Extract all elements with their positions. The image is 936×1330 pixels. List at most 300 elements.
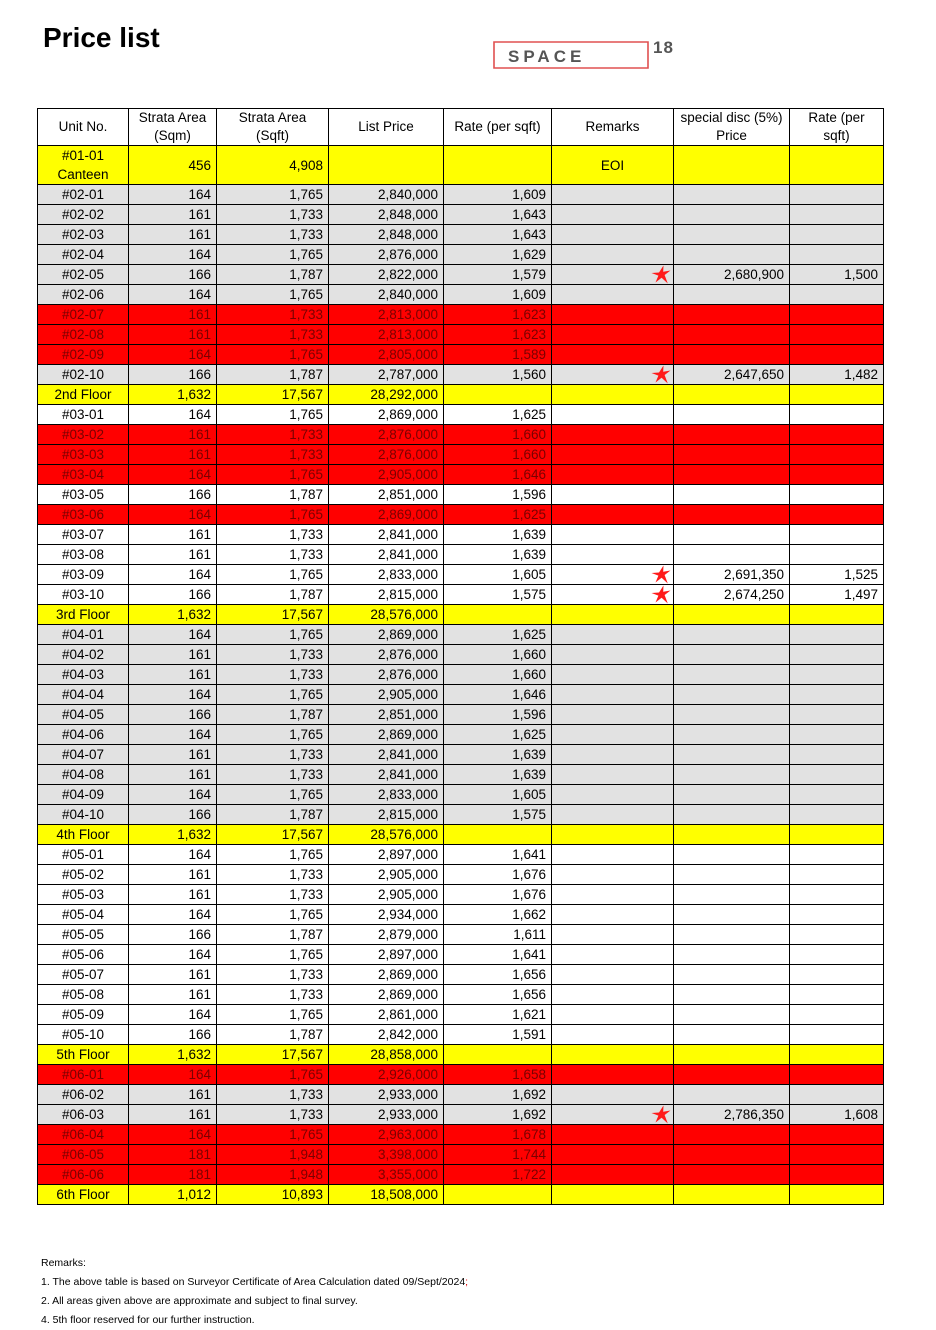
cell-list-price: 28,292,000 (329, 385, 444, 405)
cell-remarks (552, 565, 674, 585)
cell-remarks (552, 685, 674, 705)
cell-special-disc-price (674, 1065, 790, 1085)
cell-unit-no: #05-08 (38, 985, 129, 1005)
cell-unit-no: 5th Floor (38, 1045, 129, 1065)
cell-strata-sqft: 1,765 (217, 285, 329, 305)
cell-disc-rate (790, 625, 884, 645)
cell-strata-sqft: 1,787 (217, 1025, 329, 1045)
cell-strata-sqft: 1,733 (217, 745, 329, 765)
red-star-icon (651, 1105, 671, 1124)
cell-special-disc-price (674, 305, 790, 325)
table-row (38, 685, 884, 705)
table-row (38, 725, 884, 745)
table-row (38, 1045, 884, 1065)
cell-unit-no: #02-07 (38, 305, 129, 325)
cell-strata-sqm: 164 (129, 185, 217, 205)
cell-strata-sqm: 161 (129, 225, 217, 245)
cell-rate: 1,589 (444, 345, 552, 365)
cell-rate: 1,625 (444, 625, 552, 645)
cell-remarks (552, 525, 674, 545)
cell-rate: 1,646 (444, 465, 552, 485)
cell-list-price: 2,833,000 (329, 785, 444, 805)
cell-remarks (552, 345, 674, 365)
cell-strata-sqm: 161 (129, 885, 217, 905)
cell-list-price: 2,833,000 (329, 565, 444, 585)
cell-strata-sqm: 161 (129, 965, 217, 985)
cell-unit-no: #05-07 (38, 965, 129, 985)
cell-remarks (552, 1005, 674, 1025)
cell-strata-sqm: 1,632 (129, 825, 217, 845)
cell-rate: 1,625 (444, 505, 552, 525)
cell-disc-rate (790, 945, 884, 965)
table-row (38, 745, 884, 765)
cell-special-disc-price (674, 965, 790, 985)
cell-disc-rate (790, 1065, 884, 1085)
cell-strata-sqft: 1,733 (217, 665, 329, 685)
cell-strata-sqft: 1,765 (217, 185, 329, 205)
cell-strata-sqft: 1,765 (217, 565, 329, 585)
cell-strata-sqft: 17,567 (217, 825, 329, 845)
cell-remarks (552, 1065, 674, 1085)
cell-disc-rate (790, 525, 884, 545)
cell-disc-rate (790, 745, 884, 765)
cell-rate: 1,744 (444, 1145, 552, 1165)
cell-remarks (552, 785, 674, 805)
table-row (38, 205, 884, 225)
cell-disc-rate (790, 345, 884, 365)
cell-special-disc-price (674, 425, 790, 445)
cell-list-price: 3,398,000 (329, 1145, 444, 1165)
table-row (38, 345, 884, 365)
cell-strata-sqm: 166 (129, 365, 217, 385)
cell-unit-no: #03-08 (38, 545, 129, 565)
cell-list-price: 2,905,000 (329, 885, 444, 905)
cell-strata-sqm: 161 (129, 745, 217, 765)
cell-rate: 1,692 (444, 1105, 552, 1125)
cell-unit-no: #05-09 (38, 1005, 129, 1025)
cell-rate: 1,639 (444, 765, 552, 785)
cell-strata-sqm: 164 (129, 945, 217, 965)
cell-unit-no: #02-02 (38, 205, 129, 225)
cell-strata-sqft: 1,733 (217, 985, 329, 1005)
cell-special-disc-price (674, 925, 790, 945)
table-row (38, 285, 884, 305)
cell-disc-rate (790, 1185, 884, 1205)
cell-unit-no: #03-09 (38, 565, 129, 585)
cell-rate: 1,591 (444, 1025, 552, 1045)
cell-strata-sqft: 1,733 (217, 765, 329, 785)
cell-strata-sqft: 1,733 (217, 425, 329, 445)
cell-list-price: 18,508,000 (329, 1185, 444, 1205)
cell-disc-rate (790, 545, 884, 565)
cell-strata-sqm: 166 (129, 265, 217, 285)
cell-strata-sqft: 1,733 (217, 445, 329, 465)
cell-unit-no: #04-06 (38, 725, 129, 745)
cell-strata-sqm: 164 (129, 245, 217, 265)
cell-rate (444, 825, 552, 845)
cell-list-price: 28,858,000 (329, 1045, 444, 1065)
remarks-line-3: 4. 5th floor reserved for our further instruction. (41, 1314, 255, 1326)
cell-special-disc-price (674, 625, 790, 645)
cell-rate: 1,575 (444, 585, 552, 605)
cell-rate: 1,660 (444, 645, 552, 665)
cell-remarks (552, 425, 674, 445)
cell-list-price: 2,876,000 (329, 445, 444, 465)
cell-remarks (552, 905, 674, 925)
cell-unit-no: #06-04 (38, 1125, 129, 1145)
cell-list-price: 2,869,000 (329, 725, 444, 745)
cell-rate: 1,609 (444, 185, 552, 205)
cell-list-price: 3,355,000 (329, 1165, 444, 1185)
cell-unit-no: #02-03 (38, 225, 129, 245)
cell-remarks (552, 845, 674, 865)
cell-remarks (552, 465, 674, 485)
cell-strata-sqm: 1,632 (129, 605, 217, 625)
cell-special-disc-price (674, 1185, 790, 1205)
cell-special-disc-price (674, 405, 790, 425)
cell-disc-rate (790, 725, 884, 745)
cell-unit-no: #02-09 (38, 345, 129, 365)
cell-disc-rate (790, 225, 884, 245)
cell-strata-sqm: 161 (129, 205, 217, 225)
cell-strata-sqm: 181 (129, 1145, 217, 1165)
cell-unit-no: #05-05 (38, 925, 129, 945)
cell-list-price: 2,848,000 (329, 225, 444, 245)
cell-disc-rate (790, 605, 884, 625)
cell-special-disc-price (674, 885, 790, 905)
cell-unit-no: #03-03 (38, 445, 129, 465)
cell-unit-no: #02-08 (38, 325, 129, 345)
cell-list-price: 2,905,000 (329, 685, 444, 705)
cell-rate: 1,611 (444, 925, 552, 945)
cell-strata-sqft: 1,733 (217, 325, 329, 345)
cell-strata-sqm: 164 (129, 405, 217, 425)
cell-disc-rate (790, 685, 884, 705)
cell-disc-rate (790, 925, 884, 945)
table-row (38, 565, 884, 585)
table-row (38, 245, 884, 265)
header-strata-area-sqft: Strata Area (Sqft) (217, 109, 329, 146)
cell-disc-rate (790, 1025, 884, 1045)
cell-remarks (552, 1045, 674, 1065)
cell-strata-sqm: 166 (129, 1025, 217, 1045)
cell-strata-sqft: 1,765 (217, 245, 329, 265)
cell-list-price: 2,876,000 (329, 665, 444, 685)
table-row (38, 445, 884, 465)
cell-remarks (552, 445, 674, 465)
cell-special-disc-price: 2,674,250 (674, 585, 790, 605)
cell-strata-sqm: 1,632 (129, 1045, 217, 1065)
cell-disc-rate (790, 285, 884, 305)
cell-strata-sqm: 164 (129, 505, 217, 525)
cell-special-disc-price (674, 705, 790, 725)
cell-unit-no: #02-01 (38, 185, 129, 205)
cell-disc-rate (790, 185, 884, 205)
cell-strata-sqft: 1,733 (217, 205, 329, 225)
cell-strata-sqm: 166 (129, 805, 217, 825)
cell-special-disc-price (674, 545, 790, 565)
cell-remarks (552, 1125, 674, 1145)
cell-strata-sqft: 1,765 (217, 625, 329, 645)
cell-strata-sqft: 1,733 (217, 885, 329, 905)
cell-special-disc-price (674, 245, 790, 265)
cell-list-price: 2,933,000 (329, 1085, 444, 1105)
cell-disc-rate (790, 805, 884, 825)
cell-remarks (552, 245, 674, 265)
table-row (38, 1185, 884, 1205)
cell-unit-no: #05-03 (38, 885, 129, 905)
cell-disc-rate (790, 425, 884, 445)
cell-disc-rate (790, 665, 884, 685)
cell-unit-no: #06-02 (38, 1085, 129, 1105)
cell-list-price: 2,815,000 (329, 585, 444, 605)
cell-disc-rate (790, 305, 884, 325)
header-remarks: Remarks (552, 109, 674, 146)
cell-special-disc-price (674, 1045, 790, 1065)
cell-strata-sqm: 1,012 (129, 1185, 217, 1205)
remarks-line-1: 1. The above table is based on Surveyor Certificate of Area Calculation dated 09/Sept/2024; (41, 1276, 469, 1288)
cell-rate: 1,639 (444, 545, 552, 565)
cell-remarks (552, 485, 674, 505)
cell-special-disc-price (674, 945, 790, 965)
cell-list-price: 2,897,000 (329, 845, 444, 865)
table-row (38, 765, 884, 785)
table-row (38, 1065, 884, 1085)
cell-strata-sqft: 1,765 (217, 1005, 329, 1025)
cell-list-price: 2,787,000 (329, 365, 444, 385)
cell-strata-sqft: 1,765 (217, 505, 329, 525)
table-row (38, 905, 884, 925)
cell-special-disc-price (674, 825, 790, 845)
table-row (38, 985, 884, 1005)
cell-special-disc-price (674, 525, 790, 545)
cell-list-price: 2,851,000 (329, 705, 444, 725)
table-row (38, 325, 884, 345)
remarks-heading: Remarks: (41, 1257, 86, 1269)
cell-rate: 1,625 (444, 725, 552, 745)
cell-unit-no: #06-05 (38, 1145, 129, 1165)
table-row (38, 665, 884, 685)
cell-strata-sqft: 1,765 (217, 465, 329, 485)
cell-list-price: 2,813,000 (329, 325, 444, 345)
cell-special-disc-price (674, 285, 790, 305)
cell-strata-sqft: 17,567 (217, 605, 329, 625)
cell-disc-rate: 1,608 (790, 1105, 884, 1125)
cell-strata-sqm: 161 (129, 985, 217, 1005)
cell-remarks (552, 965, 674, 985)
cell-strata-sqft: 1,765 (217, 1065, 329, 1085)
cell-special-disc-price (674, 865, 790, 885)
cell-unit-no: #03-04 (38, 465, 129, 485)
cell-strata-sqft: 1,733 (217, 225, 329, 245)
cell-unit-no: #02-10 (38, 365, 129, 385)
red-star-icon (651, 365, 671, 384)
cell-rate: 1,660 (444, 445, 552, 465)
cell-list-price: 2,934,000 (329, 905, 444, 925)
cell-list-price: 2,851,000 (329, 485, 444, 505)
cell-special-disc-price (674, 1145, 790, 1165)
cell-rate (444, 1045, 552, 1065)
cell-list-price: 2,876,000 (329, 425, 444, 445)
cell-strata-sqft: 10,893 (217, 1185, 329, 1205)
cell-strata-sqft: 1,765 (217, 725, 329, 745)
cell-strata-sqft: 1,733 (217, 865, 329, 885)
cell-strata-sqm: 161 (129, 545, 217, 565)
cell-remarks (552, 265, 674, 285)
table-row (38, 265, 884, 285)
cell-list-price: 2,822,000 (329, 265, 444, 285)
cell-special-disc-price (674, 785, 790, 805)
cell-unit-no: #04-10 (38, 805, 129, 825)
cell-rate: 1,643 (444, 205, 552, 225)
cell-list-price: 2,876,000 (329, 645, 444, 665)
cell-strata-sqm: 1,632 (129, 385, 217, 405)
cell-special-disc-price (674, 205, 790, 225)
cell-strata-sqm: 161 (129, 765, 217, 785)
cell-special-disc-price (674, 465, 790, 485)
cell-list-price: 2,926,000 (329, 1065, 444, 1085)
table-row (38, 1145, 884, 1165)
cell-strata-sqft: 1,948 (217, 1165, 329, 1185)
cell-remarks (552, 365, 674, 385)
cell-strata-sqm: 164 (129, 1125, 217, 1145)
space18-logo (490, 36, 686, 72)
cell-unit-no: #05-04 (38, 905, 129, 925)
cell-unit-no: #02-06 (38, 285, 129, 305)
cell-remarks (552, 325, 674, 345)
cell-special-disc-price (674, 745, 790, 765)
cell-unit-no: #05-01 (38, 845, 129, 865)
cell-strata-sqft: 1,787 (217, 265, 329, 285)
cell-list-price: 2,879,000 (329, 925, 444, 945)
cell-list-price: 2,842,000 (329, 1025, 444, 1045)
cell-disc-rate (790, 405, 884, 425)
cell-special-disc-price (674, 325, 790, 345)
cell-strata-sqft: 1,787 (217, 705, 329, 725)
cell-rate: 1,660 (444, 665, 552, 685)
header-rate-per-sqft: Rate (per sqft) (444, 109, 552, 146)
cell-remarks (552, 185, 674, 205)
cell-rate: 1,662 (444, 905, 552, 925)
cell-strata-sqft: 1,733 (217, 1085, 329, 1105)
cell-disc-rate (790, 245, 884, 265)
cell-unit-no: 3rd Floor (38, 605, 129, 625)
cell-unit-no: #04-04 (38, 685, 129, 705)
cell-disc-rate (790, 1145, 884, 1165)
cell-strata-sqm: 164 (129, 285, 217, 305)
red-star-icon (651, 585, 671, 604)
cell-rate: 1,641 (444, 845, 552, 865)
cell-unit-no: #04-09 (38, 785, 129, 805)
cell-remarks (552, 305, 674, 325)
cell-special-disc-price (674, 1085, 790, 1105)
cell-disc-rate (790, 1005, 884, 1025)
remarks-section (41, 1254, 468, 1330)
cell-unit-no: #06-01 (38, 1065, 129, 1085)
cell-disc-rate (790, 1085, 884, 1105)
cell-list-price: 2,869,000 (329, 505, 444, 525)
header-strata-area-sqm: Strata Area (Sqm) (129, 109, 217, 146)
cell-special-disc-price (674, 505, 790, 525)
logo-number: 18 (653, 38, 674, 57)
cell-strata-sqft: 1,787 (217, 805, 329, 825)
table-row (38, 885, 884, 905)
table-row (38, 1085, 884, 1105)
table-header-row (38, 109, 884, 146)
cell-remarks (552, 825, 674, 845)
cell-special-disc-price (674, 645, 790, 665)
header-special-disc-price: special disc (5%) Price (674, 109, 790, 146)
table-row (38, 1025, 884, 1045)
cell-remarks (552, 765, 674, 785)
cell-list-price (329, 146, 444, 185)
cell-disc-rate (790, 865, 884, 885)
table-row (38, 1005, 884, 1025)
cell-list-price: 2,869,000 (329, 965, 444, 985)
cell-rate: 1,643 (444, 225, 552, 245)
cell-strata-sqft: 1,733 (217, 1105, 329, 1125)
cell-strata-sqm: 164 (129, 565, 217, 585)
table-row (38, 1125, 884, 1145)
cell-remarks (552, 585, 674, 605)
cell-list-price: 2,805,000 (329, 345, 444, 365)
cell-disc-rate: 1,500 (790, 265, 884, 285)
cell-rate: 1,660 (444, 425, 552, 445)
cell-strata-sqft: 1,733 (217, 645, 329, 665)
table-row (38, 785, 884, 805)
cell-strata-sqm: 161 (129, 425, 217, 445)
cell-remarks (552, 545, 674, 565)
table-row (38, 545, 884, 565)
cell-special-disc-price: 2,786,350 (674, 1105, 790, 1125)
cell-unit-no: #02-05 (38, 265, 129, 285)
cell-disc-rate (790, 905, 884, 925)
cell-rate: 1,722 (444, 1165, 552, 1185)
cell-unit-no: #05-06 (38, 945, 129, 965)
cell-special-disc-price (674, 725, 790, 745)
table-row (38, 465, 884, 485)
cell-remarks (552, 405, 674, 425)
cell-special-disc-price (674, 225, 790, 245)
table-row (38, 225, 884, 245)
cell-disc-rate (790, 1165, 884, 1185)
cell-special-disc-price (674, 146, 790, 185)
cell-remarks (552, 985, 674, 1005)
cell-rate: 1,658 (444, 1065, 552, 1085)
cell-remarks (552, 285, 674, 305)
cell-disc-rate (790, 146, 884, 185)
price-table (37, 108, 884, 1205)
cell-strata-sqm: 161 (129, 325, 217, 345)
cell-remarks (552, 645, 674, 665)
table-row (38, 425, 884, 445)
cell-strata-sqm: 161 (129, 305, 217, 325)
cell-rate: 1,629 (444, 245, 552, 265)
cell-disc-rate (790, 485, 884, 505)
cell-strata-sqm: 164 (129, 785, 217, 805)
cell-unit-no: #02-04 (38, 245, 129, 265)
cell-strata-sqm: 161 (129, 645, 217, 665)
cell-strata-sqft: 1,787 (217, 485, 329, 505)
cell-remarks (552, 1085, 674, 1105)
cell-rate: 1,623 (444, 325, 552, 345)
cell-remarks (552, 205, 674, 225)
table-row (38, 485, 884, 505)
cell-rate: 1,646 (444, 685, 552, 705)
cell-strata-sqm: 166 (129, 585, 217, 605)
cell-unit-no: #03-10 (38, 585, 129, 605)
red-star-icon (651, 565, 671, 584)
